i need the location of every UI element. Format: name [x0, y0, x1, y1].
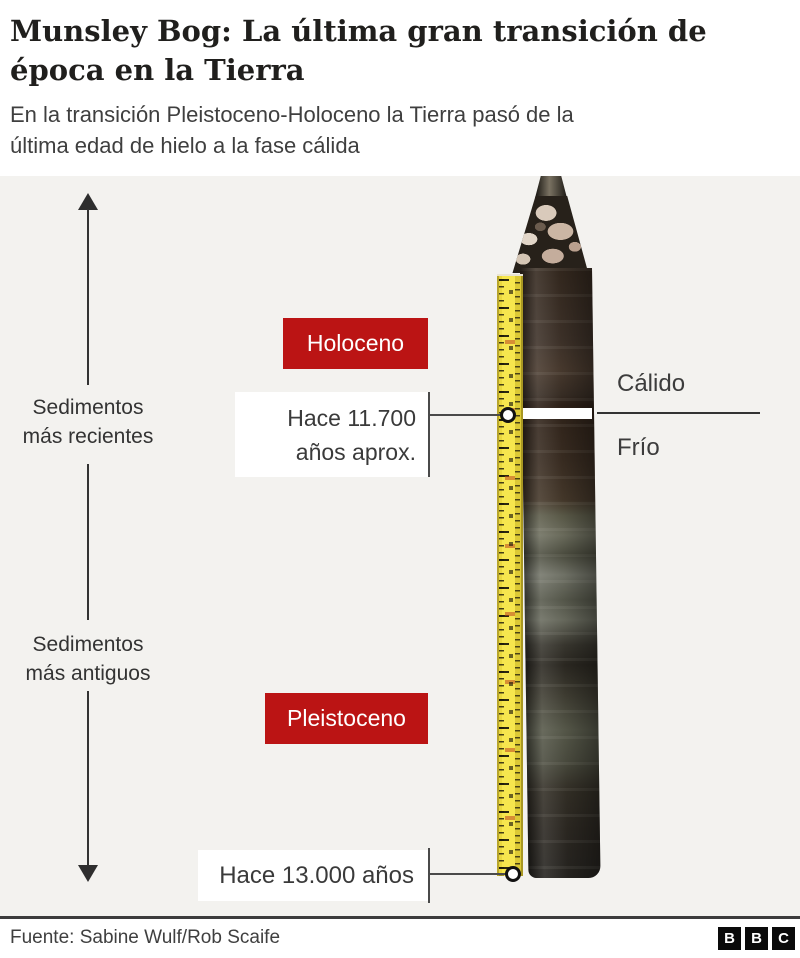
marker-circle-bottom [505, 866, 521, 882]
epoch-badge-pleistocene: Pleistoceno [265, 693, 428, 744]
label-sediments-old-line1: Sedimentos [32, 633, 144, 656]
bbc-logo-block-b1: B [718, 927, 741, 950]
annotation-box-bottom [198, 850, 428, 901]
leader-bracket-bottom [428, 848, 430, 903]
label-cold: Frío [617, 434, 660, 461]
leader-line-transition [430, 414, 502, 416]
annotation-bottom-text: Hace 13.000 años [219, 861, 414, 889]
subtitle-line2: última edad de hielo a la fase cálida [10, 133, 360, 158]
axis-line-segment [87, 691, 89, 867]
bbc-logo-block-c: C [772, 927, 795, 950]
measuring-tape [497, 276, 523, 876]
core-transition-gap [523, 408, 592, 419]
page-title-line1: Munsley Bog: La última gran transición de [10, 14, 707, 48]
axis-line-segment [87, 464, 89, 620]
page-title [10, 12, 798, 90]
tape-short-ticks-right [515, 282, 520, 876]
arrow-down-icon [78, 865, 98, 882]
marker-circle-transition [500, 407, 516, 423]
label-sediments-recent [0, 393, 176, 451]
annotation-transition-line2: años aprox. [295, 438, 416, 465]
subtitle [10, 99, 798, 161]
annotation-transition-line1: Hace 11.700 [287, 404, 416, 431]
subtitle-line1: En la transición Pleistoceno-Holoceno la Tierra pasó de la [10, 102, 574, 127]
annotation-box-transition [235, 392, 428, 477]
arrow-up-icon [78, 193, 98, 210]
axis-line-segment [87, 209, 89, 385]
leader-line-bottom [430, 873, 507, 875]
tape-digits [509, 290, 513, 876]
sediment-core [520, 268, 601, 878]
climate-divider-line [597, 412, 760, 414]
footer-divider [0, 916, 800, 919]
epoch-badge-holocene: Holoceno [283, 318, 428, 369]
label-sediments-recent-line2: más recientes [22, 425, 154, 448]
label-sediments-old-line2: más antiguos [25, 662, 151, 685]
label-sediments-old [0, 630, 176, 688]
label-sediments-recent-line1: Sedimentos [32, 396, 144, 419]
bbc-logo-block-b2: B [745, 927, 768, 950]
bbc-logo [718, 927, 795, 950]
graphic-panel [0, 176, 800, 916]
page-title-line2: época en la Tierra [10, 53, 305, 87]
source-credit: Fuente: Sabine Wulf/Rob Scaife [10, 927, 281, 948]
tape-short-ticks-left [499, 279, 504, 876]
label-warm: Cálido [617, 370, 686, 397]
leader-bracket-transition [428, 392, 430, 477]
